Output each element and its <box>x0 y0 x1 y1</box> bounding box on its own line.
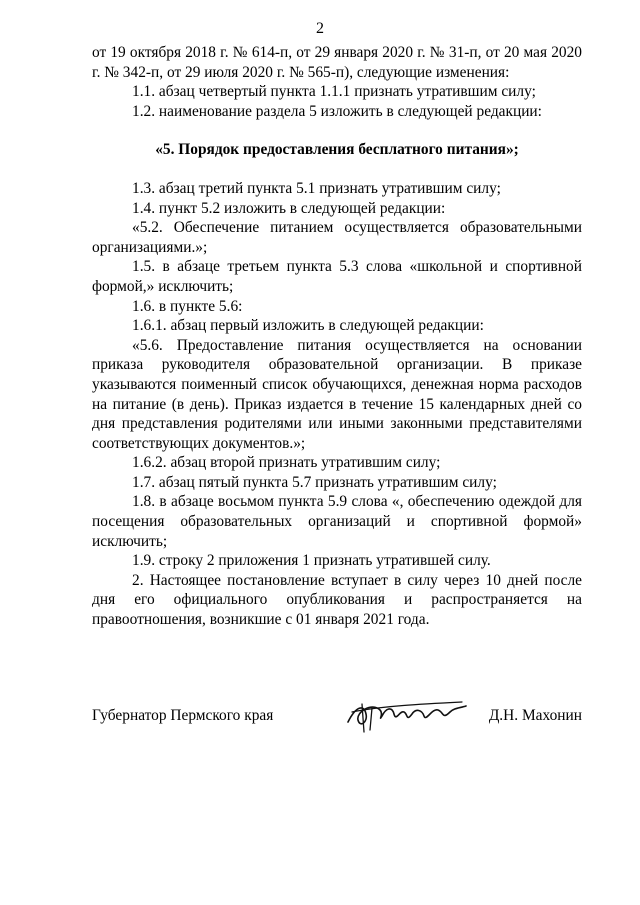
signer-title: Губернатор Пермского края <box>92 707 274 724</box>
paragraph-1-6-1: 1.6.1. абзац первый изложить в следующей редакции: <box>132 317 484 335</box>
paragraph-1-5: 1.5. в абзаце третьем пункта 5.3 слова «школьной и спортивной формой,» исключить; <box>92 258 582 295</box>
document-body <box>92 43 582 630</box>
paragraph-2: 2. Настоящее постановление вступает в силу через 10 дней после дня его официального опубликования и распространяется на правоотношения, возникшие с 01 января 2021 года. <box>92 571 582 629</box>
paragraph-1-7: 1.7. абзац пятый пункта 5.7 признать утратившим силу; <box>132 473 497 491</box>
paragraph-1-3: 1.3. абзац третий пункта 5.1 признать утратившим силу; <box>132 179 501 197</box>
handwritten-signature <box>342 692 472 736</box>
paragraph-1-6-2: 1.6.2. абзац второй признать утратившим силу; <box>132 454 441 472</box>
page-number: 2 <box>316 20 324 37</box>
paragraph-1-2: 1.2. наименование раздела 5 изложить в следующей редакции: <box>132 102 542 120</box>
paragraph-1-1: 1.1. абзац четвертый пункта 1.1.1 признать утратившим силу; <box>132 83 536 101</box>
paragraph-1-4: 1.4. пункт 5.2 изложить в следующей редакции: <box>132 199 446 217</box>
paragraph-1-6: 1.6. в пункте 5.6: <box>132 297 243 315</box>
paragraph-1-9: 1.9. строку 2 приложения 1 признать утратившей силу. <box>132 552 491 570</box>
signer-name: Д.Н. Махонин <box>488 707 582 724</box>
section-heading: «5. Порядок предоставления бесплатного питания»; <box>155 141 519 159</box>
paragraph-5-6-quote: «5.6. Предоставление питания осуществляется на основании приказа руководителя образовательной организации. В приказе указываются поименный список обучающихся, денежная норма расходов на питание (в день). Приказ издается в течение 15 календарных дней со дня представления родителями или иными законными представителями соответствующих документов.»; <box>92 336 582 452</box>
paragraph-5-2-quote: «5.2. Обеспечение питанием осуществляется образовательными организациями.»; <box>92 219 582 256</box>
paragraph-intro: от 19 октября 2018 г. № 614-п, от 29 января 2020 г. № 31-п, от 20 мая 2020 г. № 342-п, от 29 июля 2020 г. № 565-п), следующие изменения: <box>92 44 582 81</box>
paragraph-1-8: 1.8. в абзаце восьмом пункта 5.9 слова «, обеспечению одеждой для посещения образовательных организаций и спортивной формой» исключить; <box>92 493 582 550</box>
